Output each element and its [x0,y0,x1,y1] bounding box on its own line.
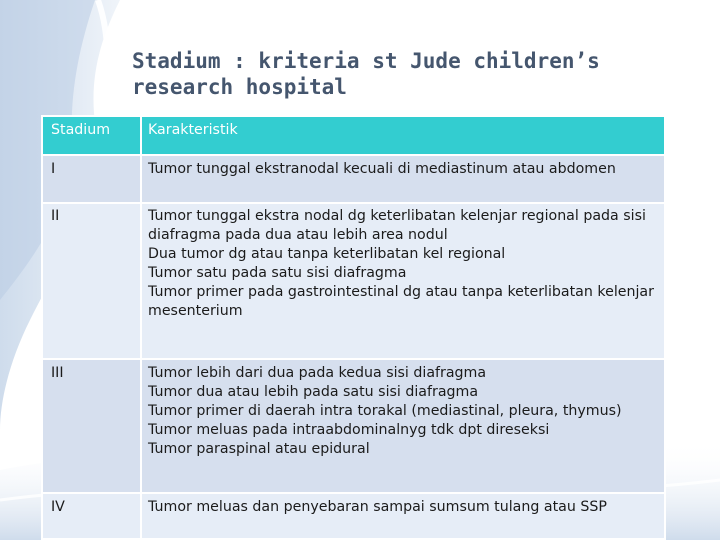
characteristic-line: Tumor dua atau lebih pada satu sisi diafragma [148,384,479,400]
characteristic-line: Dua tumor dg atau tanpa keterlibatan kel regional [148,246,506,262]
characteristics-cell [141,155,665,203]
characteristic-line: Tumor primer di daerah intra torakal (mediastinal, pleura, thymus) [148,403,622,419]
characteristics-cell [141,203,665,359]
characteristic-line: Tumor primer pada gastrointestinal dg atau tanpa keterlibatan kelenjar mesenterium [148,284,654,319]
characteristic-line: Tumor tunggal ekstra nodal dg keterlibatan kelenjar regional pada sisi diafragma pada dua atau lebih area nodul [148,208,646,243]
table-row [42,493,665,539]
characteristics-cell [141,493,665,539]
title-line-1: Stadium : kriteria st Jude children’s [132,49,600,73]
table-row [42,203,665,359]
characteristic-line: Tumor paraspinal atau epidural [148,441,370,457]
characteristic-line: Tumor lebih dari dua pada kedua sisi diafragma [148,365,487,381]
stadium-cell: II [42,203,141,359]
staging-table [41,115,666,540]
title-line-2: research hospital [132,75,347,99]
page-title [132,48,692,100]
characteristic-line: Tumor meluas dan penyebaran sampai sumsum tulang atau SSP [148,499,607,515]
table-row [42,155,665,203]
stadium-cell: I [42,155,141,203]
characteristic-line: Tumor satu pada satu sisi diafragma [148,265,407,281]
stadium-cell: IV [42,493,141,539]
table-row [42,359,665,493]
header-stadium: Stadium [42,116,141,155]
characteristics-cell [141,359,665,493]
characteristic-line: Tumor meluas pada intraabdominalnyg tdk dpt direseksi [148,422,550,438]
stadium-cell: III [42,359,141,493]
characteristic-line: Tumor tunggal ekstranodal kecuali di mediastinum atau abdomen [148,161,616,177]
header-karakteristik: Karakteristik [141,116,665,155]
table-header-row [42,116,665,155]
